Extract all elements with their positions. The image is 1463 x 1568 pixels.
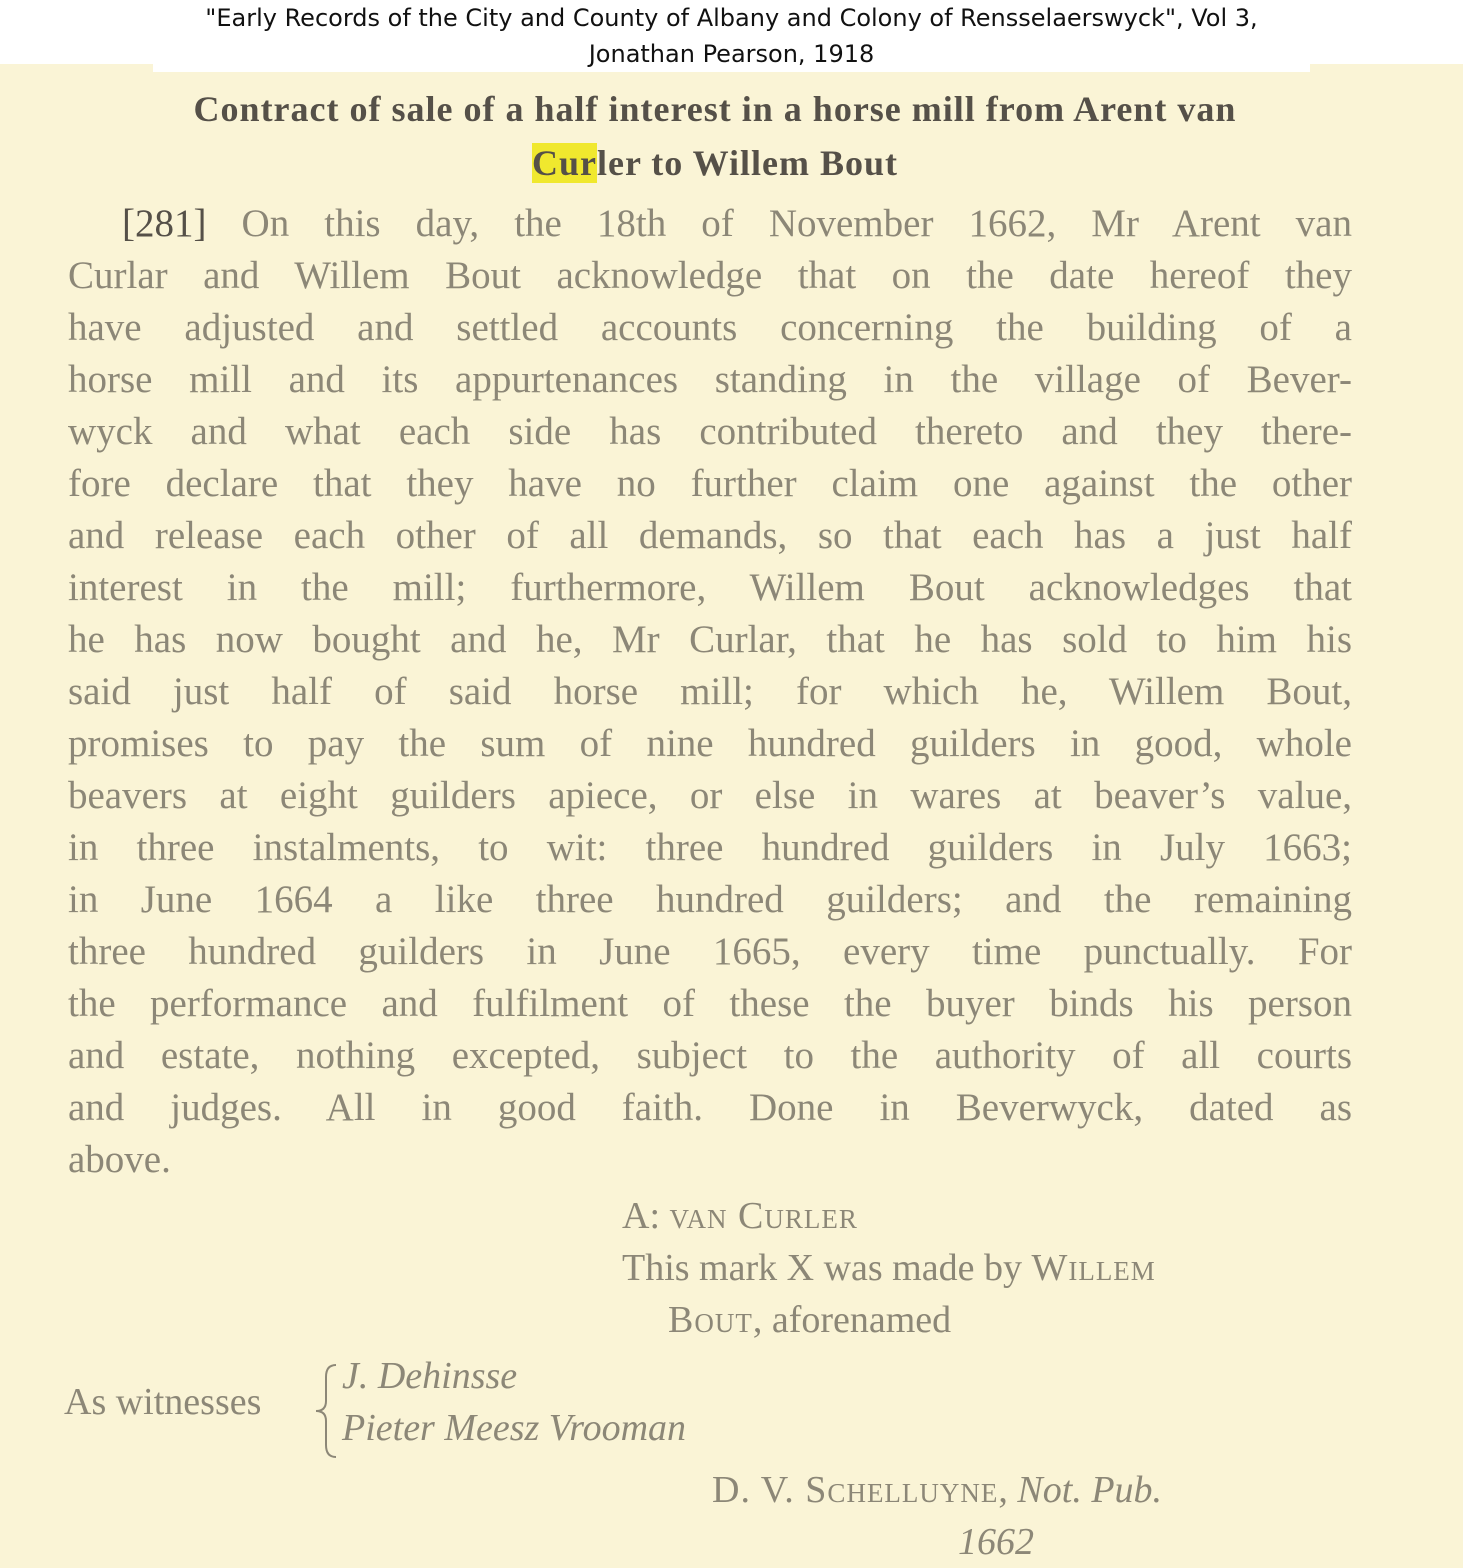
record-number: [281] — [122, 202, 207, 245]
body-line-13: in three instalments, to wit: three hundred guilders in July 1663; — [68, 826, 1352, 869]
body-line-5: wyck and what each side has contributed thereto and they there- — [68, 410, 1352, 453]
body-line-9: he has now bought and he, Mr Curlar, that he has sold to him his — [68, 618, 1352, 661]
signature-name: van Curler — [669, 1195, 858, 1237]
search-highlight: Cur — [532, 143, 597, 183]
notary-name: D. V. Schelluyne — [712, 1469, 999, 1511]
body-line-11: promises to pay the sum of nine hundred guilders in good, whole — [68, 722, 1352, 765]
body-line-14: in June 1664 a like three hundred guilders; and the remaining — [68, 878, 1352, 921]
document-title-line-1: Contract of sale of a half interest in a horse mill from Arent van — [193, 89, 1237, 129]
notary-title: Not. Pub. — [1017, 1469, 1163, 1511]
document-title-line-2 — [70, 142, 1360, 184]
body-line-17: and estate, nothing excepted, subject to the authority of all courts — [68, 1034, 1352, 1077]
signature-prefix: A: — [622, 1195, 670, 1237]
body-line-3: have adjusted and settled accounts concerning the building of a — [68, 306, 1352, 349]
body-line-2: Curlar and Willem Bout acknowledge that on the date hereof they — [68, 254, 1352, 297]
mark-name: Willem — [1031, 1247, 1156, 1289]
body-line-7: and release each other of all demands, so that each has a just half — [68, 514, 1352, 557]
witnesses-label: As witnesses — [64, 1381, 262, 1423]
witness-2: Pieter Meesz Vrooman — [342, 1407, 687, 1449]
title-line-2-rest: ler to Willem Bout — [597, 143, 898, 183]
caption-line-1: "Early Records of the City and County of Albany and Colony of Rensselaerswyck", Vol 3, — [205, 4, 1258, 32]
mark-statement-line-1 — [622, 1242, 1156, 1294]
image-caption — [0, 0, 1463, 72]
witness-1: J. Dehinsse — [342, 1355, 518, 1397]
notary-year: 1662 — [958, 1521, 1034, 1563]
scanned-page — [0, 64, 1463, 1565]
body-line-10: said just half of said horse mill; for which he, Willem Bout, — [68, 670, 1352, 713]
mark-rest: , aforenamed — [752, 1299, 952, 1341]
signature-van-curler — [622, 1190, 858, 1242]
body-line-4: horse mill and its appurtenances standing in the village of Bever- — [68, 358, 1352, 401]
body-line-16: the performance and fulfilment of these the buyer binds his person — [68, 982, 1352, 1025]
mark-surname: Bout — [668, 1299, 753, 1341]
body-line-12: beavers at eight guilders apiece, or else in wares at beaver’s value, — [68, 774, 1352, 817]
mark-statement-line-2 — [668, 1294, 951, 1346]
body-line-15: three hundred guilders in June 1665, every time punctually. For — [68, 930, 1352, 973]
body-line-19: above. — [68, 1138, 171, 1181]
body-line-8: interest in the mill; furthermore, Willem Bout acknowledges that — [68, 566, 1352, 609]
curly-brace-icon — [312, 1361, 340, 1461]
notary-separator: , — [998, 1469, 1018, 1511]
body-line-1 — [122, 198, 1352, 250]
mark-text: This mark X was made by — [622, 1247, 1032, 1289]
notary-signature — [712, 1464, 1162, 1516]
body-line-6: fore declare that they have no further claim one against the other — [68, 462, 1352, 505]
body-line-18: and judges. All in good faith. Done in Beverwyck, dated as — [68, 1086, 1352, 1129]
caption-line-2: Jonathan Pearson, 1918 — [588, 40, 875, 68]
body-line-1-text: On this day, the 18th of November 1662, Mr Arent van — [206, 202, 1352, 245]
